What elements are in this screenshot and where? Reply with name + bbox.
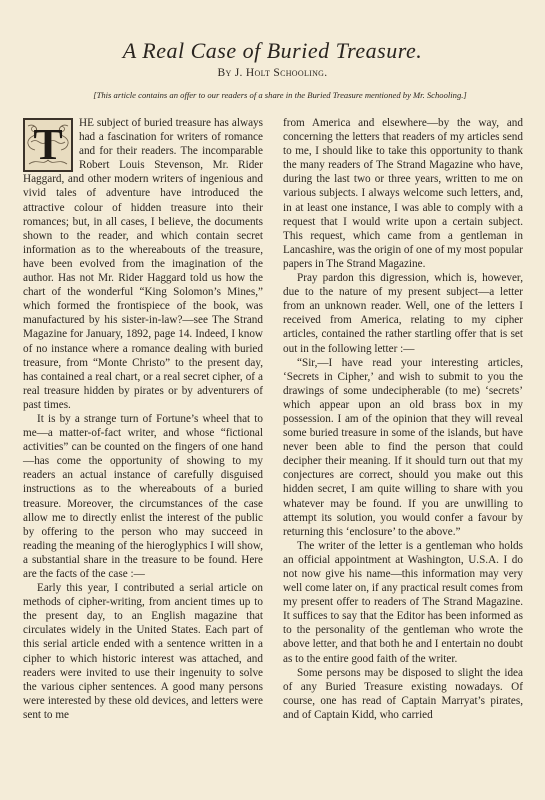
dropcap-letter: T	[33, 120, 63, 169]
paragraph: It is by a strange turn of Fortune’s wheel that to me—a matter-of-fact writer, and whose “fictional activities” can be counted on the fingers of one hand—has come the opportunity of showing to my readers an actual instance of carefully disguised instructions as to the whereabouts of a buried treasure. Moreover, the circumstances of the case allow me to directly enlist the interest of the public by offering to the person who may succeed in reading the meaning of the hieroglyphics I will show, a substantial share in the treasure to be found. Here are the facts of the case :—	[23, 412, 263, 580]
article-byline: By J. Holt Schooling.	[217, 67, 328, 79]
paragraph: “Sir,—I have read your interesting articles, ‘Secrets in Cipher,’ and wish to submit to you the drawings of some undecipherable (to me) ‘secrets’ which appear upon an old brass box in my possession. I am of the opinion that they will reveal some buried treasure in some of the islands, but have never been able to find the person that could decipher their meaning. If it should turn out that my conjectures are correct, should you make out this hidden secret, I am quite willing to share with you whatever may be found. If you are unwilling to attempt its solution, you would confer a favour by returning this ‘enclosure’ to the above.”	[283, 356, 523, 538]
paragraph: Some persons may be disposed to slight the idea of any Buried Treasure existing nowadays. Of course, one has read of Captain Marryat’s pirates, and of Captain Kidd, who carried	[283, 666, 523, 721]
paragraph: Pray pardon this digression, which is, however, due to the nature of my present subject—a letter from an unknown reader. Well, one of the letters I received from America, relating to my cipher articles, contained the rather startling offer that is set out in the following letter :—	[283, 272, 523, 355]
editorial-note: [This article contains an offer to our readers of a share in the Buried Treasure mentioned by Mr. Schooling.]	[93, 90, 467, 100]
paragraph	[23, 116, 263, 412]
right-column	[283, 116, 523, 722]
left-column	[23, 116, 263, 722]
paragraph: The writer of the letter is a gentleman who holds an official appointment at Washington, U.S.A. I do not now give his name—this information may very well come later on, if any practical result comes from my present offer to readers of The Strand Magazine. It suffices to say that the Editor has been informed as to the personality of the gentleman who wrote the above letter, and that both he and I entertain no doubt as to the entire good faith of the writer.	[283, 539, 523, 665]
paragraph: Early this year, I contributed a serial article on methods of cipher-writing, from ancient times up to the present day, to an English magazine that circulates widely in the United States. Each part of this serial article ended with a sentence written in a cipher to which historic interest was attached, and readers were invited to use their ingenuity to solve the various cipher sentences. A good many persons were interested by these old devices, and letters were sent to me	[23, 582, 263, 721]
paragraph: from America and elsewhere—by the way, and concerning the letters that readers of my articles send to me, I should like to take this opportunity to thank the many readers of The Strand Magazine who have, during the last two or three years, written to me on various subjects. I always welcome such letters, and, in at least one instance, I was able to comply with a request that I would write upon a certain subject. This request, which came from a gentleman in Lancashire, was the origin of one of my most popular papers in The Strand Magazine.	[283, 117, 523, 270]
paragraph-text: HE subject of buried treasure has always had a fascination for writers of romance and for their readers. The incomparable Robert Louis Stevenson, Mr. Rider Haggard, and other modern writers of ingenious and vivid tales of adventure have introduced the attractive colour of hidden treasure into their romances; but, in all cases, I believe, the documents shown to the reader, and which contain secret information as to the whereabouts of the treasure, have been evolved from the imagination of the author. Has not Mr. Rider Haggard told us how the chart of the wonderful “King Solomon’s Mines,” which formed the frontispiece of the book, was manufactured by his sister-in-law?—see The Strand Magazine for January, 1892, page 14. Indeed, I know of no instance where a romance dealing with buried treasure, from “Monte Christo” to the present day, has contained a real chart, or a real secret cipher, of a real treasure hidden by pirates or by adventurers of past times.	[23, 117, 263, 411]
ornamental-dropcap	[23, 118, 73, 172]
article-title: A Real Case of Buried Treasure.	[122, 38, 423, 63]
